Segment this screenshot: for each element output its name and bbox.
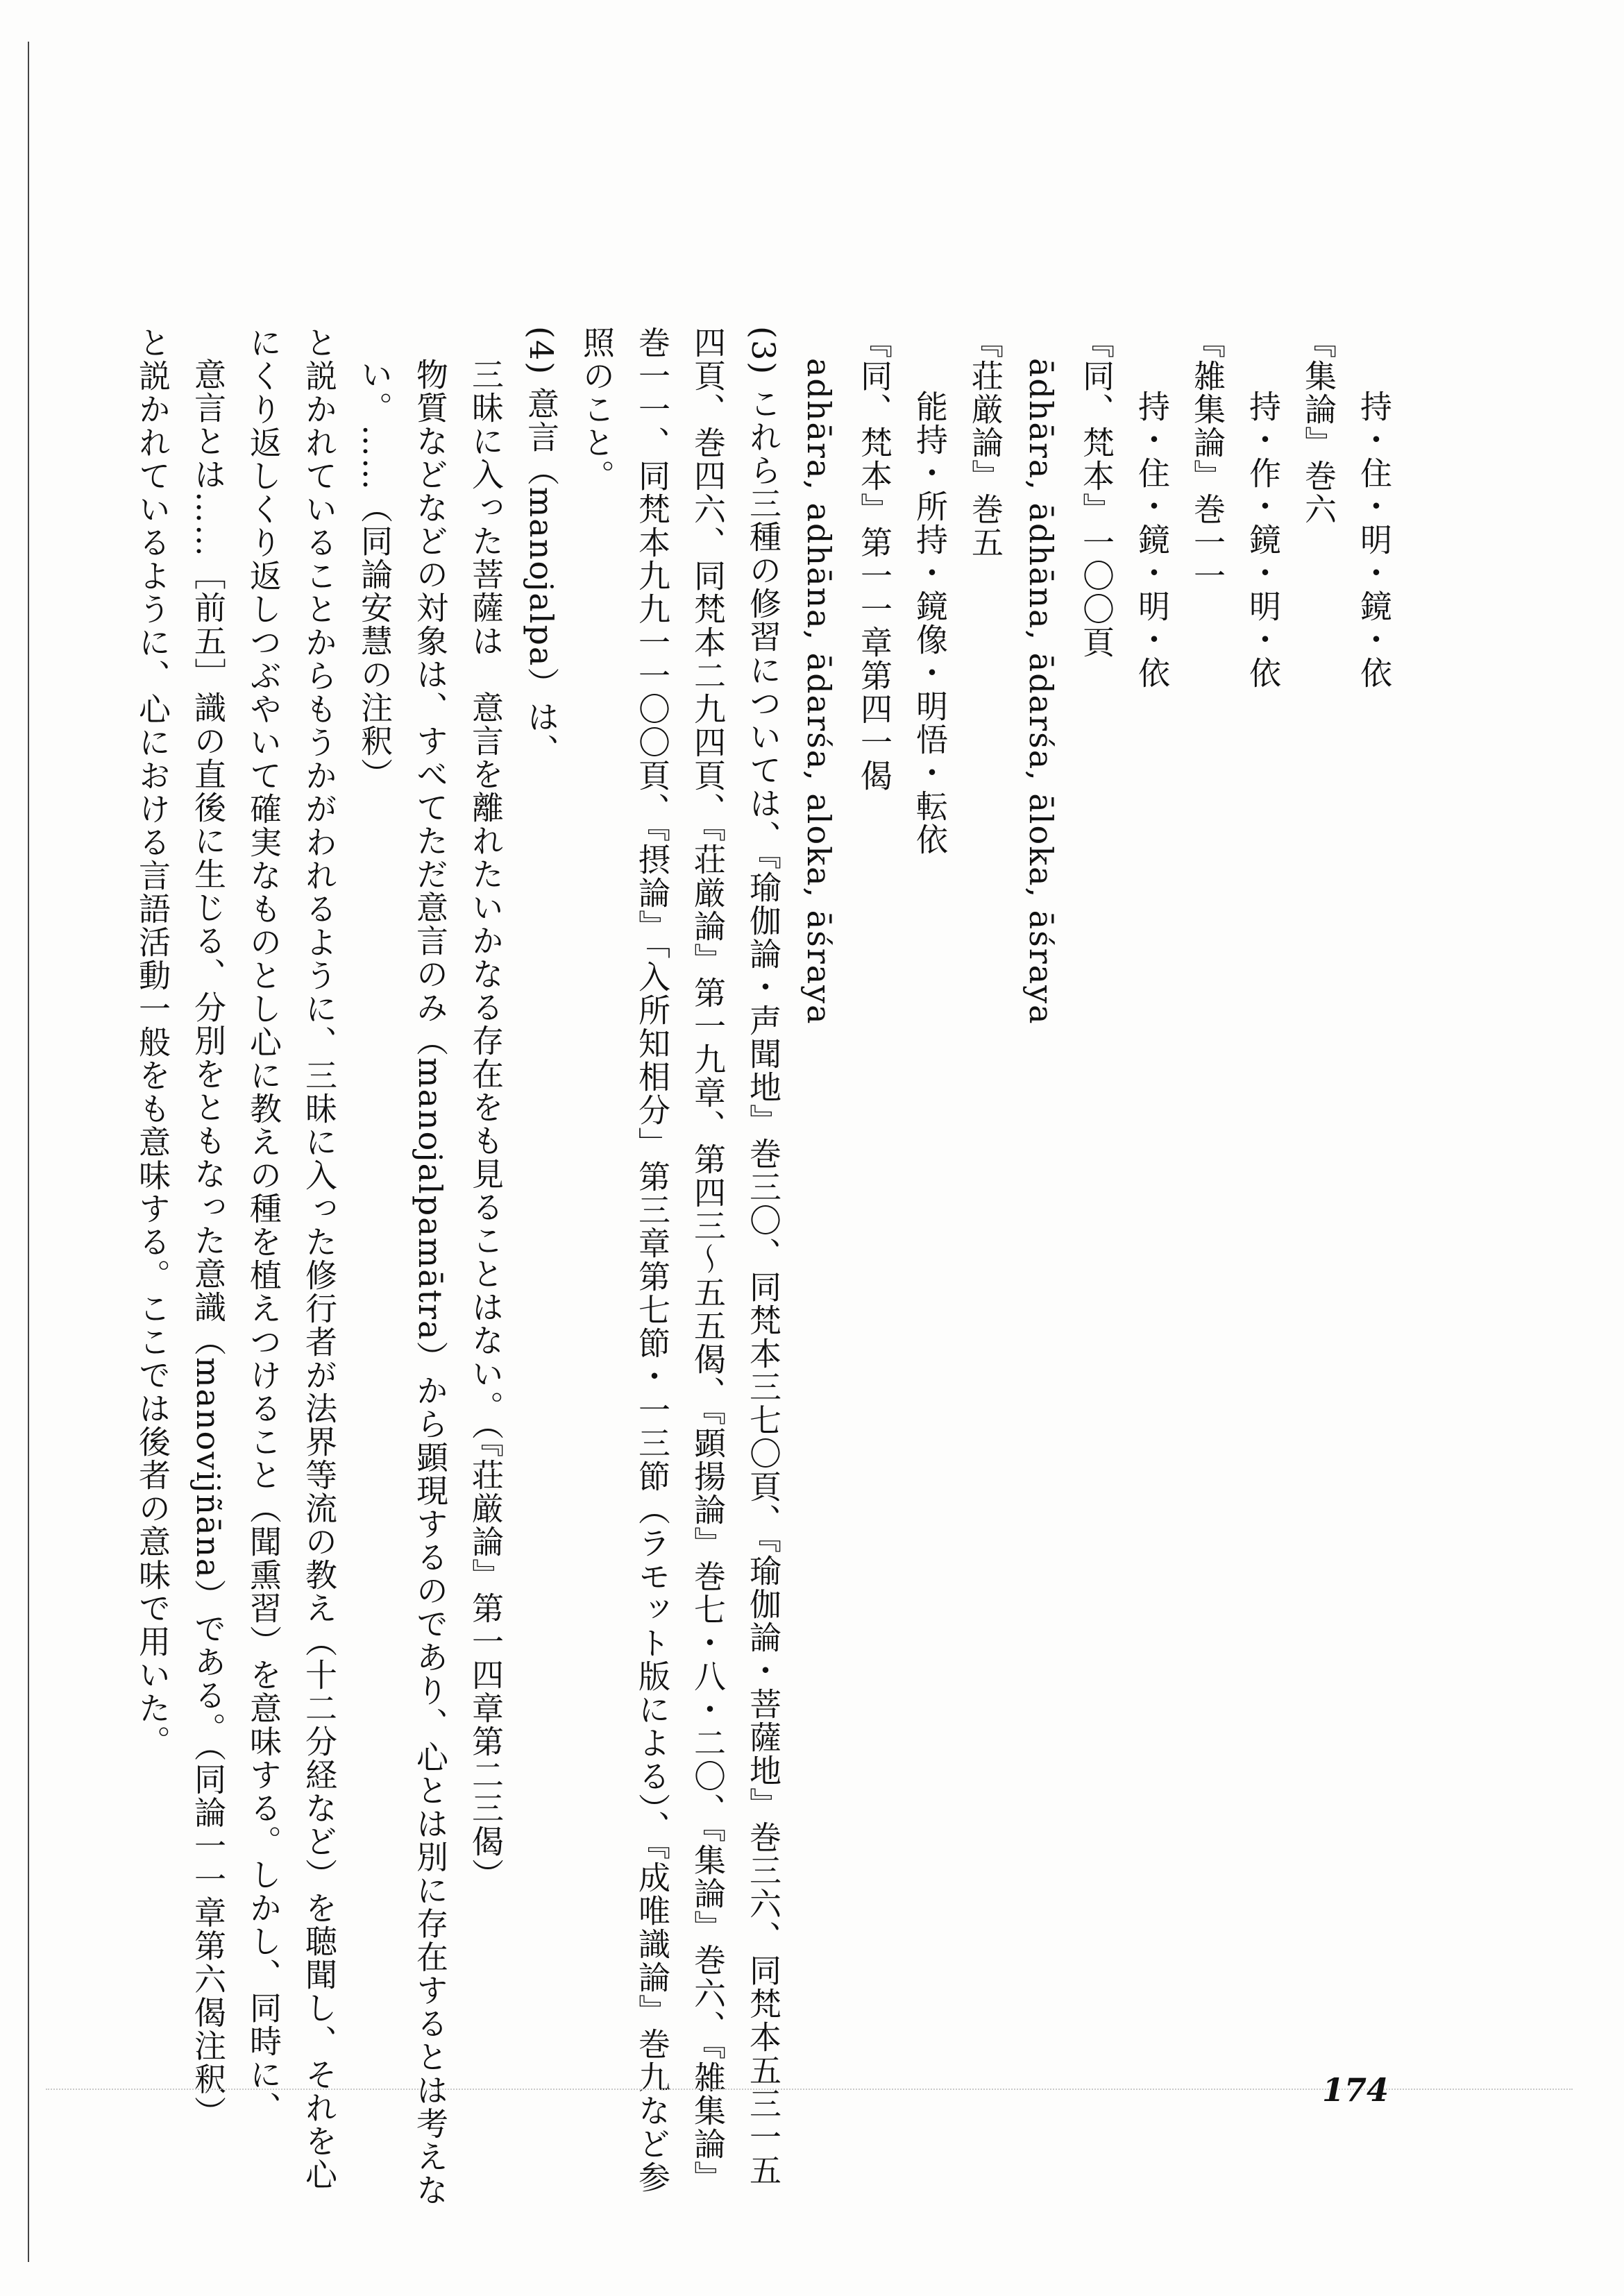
text-line: 『同、梵本』第一一章第四一偈	[856, 326, 893, 792]
note-4-line: にくり返しくり返しつぶやいて確実なものとし心に教えの種を植えつけること（聞熏習）を意味する。しかし、同時に、	[245, 326, 282, 2125]
text-line: 『同、梵本』一〇〇頁	[1078, 326, 1115, 659]
note-3-line: 巻一一、同梵本九九一一〇〇頁、『摂論』「入所知相分」第三章第七節・一三節（ラモット版による）、『成唯識論』巻九など参	[634, 326, 671, 2194]
text-line: 『荘厳論』巻五	[967, 326, 1004, 559]
note-4-line: (4) 意言（manojalpa）は、	[523, 326, 560, 767]
text-line: 能持・所持・鏡像・明悟・転依	[911, 390, 949, 856]
binding-edge-line	[28, 42, 29, 2262]
text-line: ādhāra, ādhāna, ādarśa, āloka, āśraya	[1022, 358, 1060, 1026]
note-3-line: (3) これら三種の修習については、『瑜伽論・声聞地』巻三〇、同梵本三七〇頁、『瑜伽論・菩薩地』巻三六、同梵本五三一五	[745, 326, 782, 2187]
text-line: 持・住・鏡・明・依	[1133, 390, 1171, 690]
note-4-quote-line: 物質などなどの対象は、すべてただ意言のみ（manojalpamātra）から顕現するのであり、心とは別に存在するとは考えな	[412, 358, 449, 2207]
note-3-line: 照のこと。	[578, 326, 616, 493]
note-4-line: と説かれていることからもうかがわれるように、三昧に入った修行者が法界等流の教え（十二分経など）を聴聞し、それを心	[301, 326, 338, 2191]
page-number: 174	[1322, 2071, 1389, 2109]
text-line: 持・作・鏡・明・依	[1244, 390, 1282, 690]
note-3-line: 四頁、巻四六、同梵本二九四頁、『荘厳論』第一九章、第四三〜五五偈、『顕揚論』巻七・八・二〇、『集論』巻六、『雑集論』	[689, 326, 727, 2194]
note-4-line: 意言とは……［前五］識の直後に生じる、分別をともなった意識（manovijñāna）である。（同論一一章第六偈注釈）	[189, 358, 227, 2129]
text-line: 持・住・明・鏡・依	[1355, 390, 1393, 690]
note-4-quote-line: 三昧に入った菩薩は 意言を離れたいかなる存在をも見ることはない。（『荘厳論』第一四章第二三偈）	[467, 358, 505, 1891]
text-line: adhāra, adhāna, ādarśa, aloka, āśraya	[800, 358, 838, 1026]
note-4-quote-line: い。……（同論安慧の注釈）	[356, 358, 394, 791]
note-4-line: と説かれているように、心における言語活動一般をも意味する。ここでは後者の意味で用いた。	[134, 326, 171, 1758]
text-line: 『雑集論』巻一一	[1189, 326, 1226, 593]
text-line: 『集論』巻六	[1300, 326, 1337, 526]
